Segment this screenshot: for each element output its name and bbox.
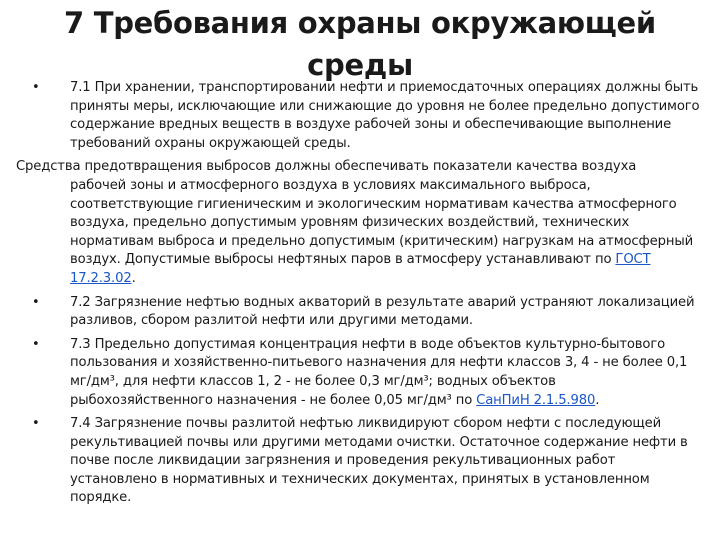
bullet-icon: • — [32, 416, 40, 432]
slide-title-line1: 7 Требования охраны окружающей — [64, 6, 656, 40]
gost-link[interactable]: ГОСТ 17.2.3.02 — [70, 252, 651, 286]
bullet-icon: • — [32, 336, 40, 352]
list-item-7-4 — [16, 415, 702, 508]
slide-title — [0, 2, 720, 86]
bullet-icon: • — [32, 80, 40, 95]
list-item-7-2 — [16, 294, 702, 331]
item-text-7-3: 7.3 Предельно допустимая концентрация нефти в воде объектов культурно-бытового пользования и хозяйственно-питьевого назначения для нефти классов 3, 4 - не более 0,1 мг/дм³, для нефти классов 1, 2 - не более 0,3 мг/дм³; водных объектов рыбохозяйственного назначения - не более 0,05 мг/дм³ по — [70, 336, 688, 408]
paragraph-tail: . — [131, 270, 136, 286]
paragraph-emissions — [16, 158, 702, 288]
paragraph-rest — [16, 177, 702, 289]
list-item-7-1 — [16, 79, 702, 153]
item-text-7-1: 7.1 При хранении, транспортировании нефти и приемосдаточных операциях должны быть приняты меры, исключающие или снижающие до уровня не более предельно допустимого содержание вредных веществ в воздухе рабочей зоны и обеспечивающие выполнение требований охраны окружающей среды. — [70, 80, 700, 151]
item-text-7-4: 7.4 Загрязнение почвы разлитой нефтью ликвидируют сбором нефти с последующей рекультивацией почвы или другими методами очистки. Остаточное содержание нефти в почве после ликвидации загрязнения и проведения рекультивационных работ установлено в нормативных и технических документах, принятых в установленном порядке. — [70, 416, 688, 506]
slide-content — [16, 79, 702, 513]
list-item-7-3 — [16, 336, 702, 410]
paragraph-first-line: Средства предотвращения выбросов должны обеспечивать показатели качества воздуха — [16, 159, 637, 175]
bullet-icon: • — [32, 294, 40, 310]
slide-title-line2: среды — [307, 48, 413, 82]
item-tail-7-3: . — [595, 392, 600, 408]
sanpin-link[interactable]: СанПиН 2.1.5.980 — [476, 392, 596, 408]
item-text-7-2: 7.2 Загрязнение нефтью водных акваторий в результате аварий устраняют локализацией разливов, сбором разлитой нефти или другими методами. — [70, 294, 695, 329]
paragraph-rest-text: рабочей зоны и атмосферного воздуха в условиях максимального выброса, соответствующие гигиеническим и экологическим нормативам качества атмосферного воздуха, предельно допустимым уровням физических воздействий, технических нормативам выброса и предельно допустимым (критическим) нагрузкам на атмосферный воздух. Допустимые выбросы нефтяных паров в атмосферу устанавливают по — [70, 177, 693, 268]
